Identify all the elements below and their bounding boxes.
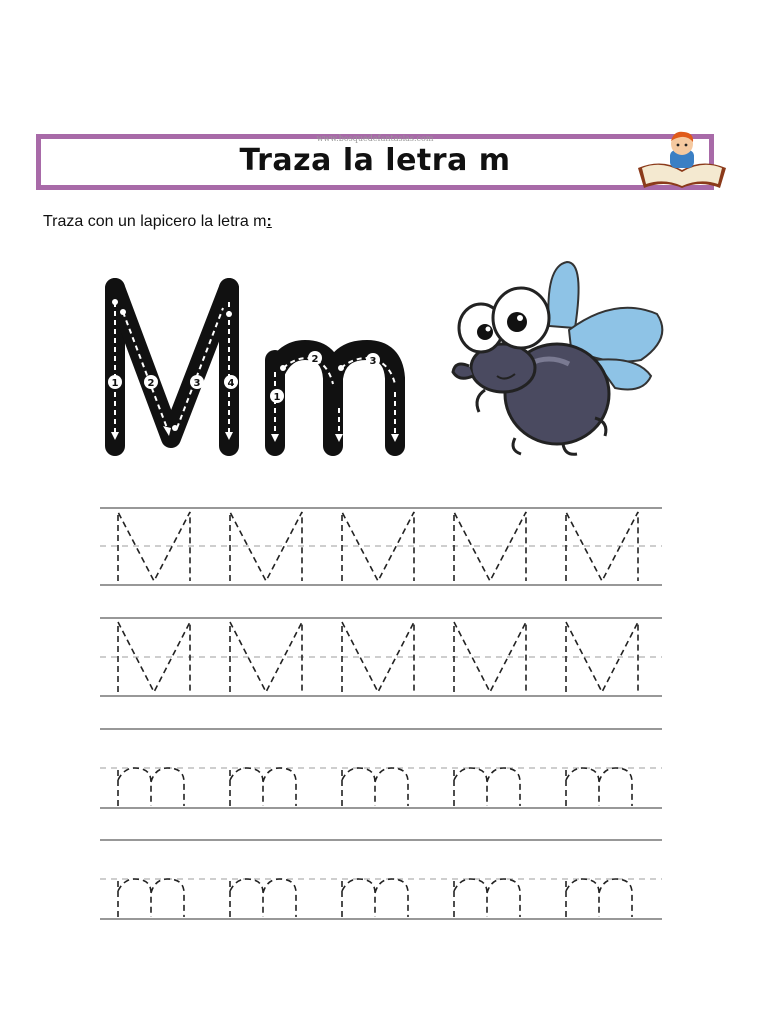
title-banner xyxy=(36,134,714,190)
model-letters xyxy=(95,268,430,463)
tracing-letter-lower-m[interactable] xyxy=(566,879,632,917)
uppercase-step-numbers xyxy=(108,375,238,389)
step-number: 1 xyxy=(273,392,281,403)
tracing-letter-lower-m[interactable] xyxy=(566,768,632,806)
tracing-letter-lower-m[interactable] xyxy=(118,879,184,917)
book-reader-icon xyxy=(634,128,730,192)
tracing-letter-lower-m[interactable] xyxy=(342,768,408,806)
tracing-letter-lower-m[interactable] xyxy=(454,879,520,917)
tracing-row xyxy=(100,618,662,696)
step-number: 3 xyxy=(193,378,201,389)
step-number: 4 xyxy=(227,378,235,389)
model-uppercase-m xyxy=(115,288,229,446)
tracing-letter-lower-m[interactable] xyxy=(230,879,296,917)
tracing-row xyxy=(100,840,662,919)
tracing-sheet xyxy=(100,490,666,930)
tracing-letter-lower-m[interactable] xyxy=(342,879,408,917)
tracing-letter-lower-m[interactable] xyxy=(118,768,184,806)
tracing-row xyxy=(100,508,662,585)
step-number: 2 xyxy=(147,378,155,389)
page-title: Traza la letra m xyxy=(239,143,511,178)
tracing-row xyxy=(100,729,662,808)
watermark: www.bosquedefantasias.com xyxy=(316,134,434,143)
tracing-letter-lower-m[interactable] xyxy=(454,768,520,806)
instruction-text: Traza con un lapicero la letra m: xyxy=(43,213,272,230)
step-number: 2 xyxy=(311,354,319,365)
step-number: 3 xyxy=(369,356,377,367)
fly-icon xyxy=(445,256,677,466)
tracing-letter-lower-m[interactable] xyxy=(230,768,296,806)
step-number: 1 xyxy=(111,378,119,389)
